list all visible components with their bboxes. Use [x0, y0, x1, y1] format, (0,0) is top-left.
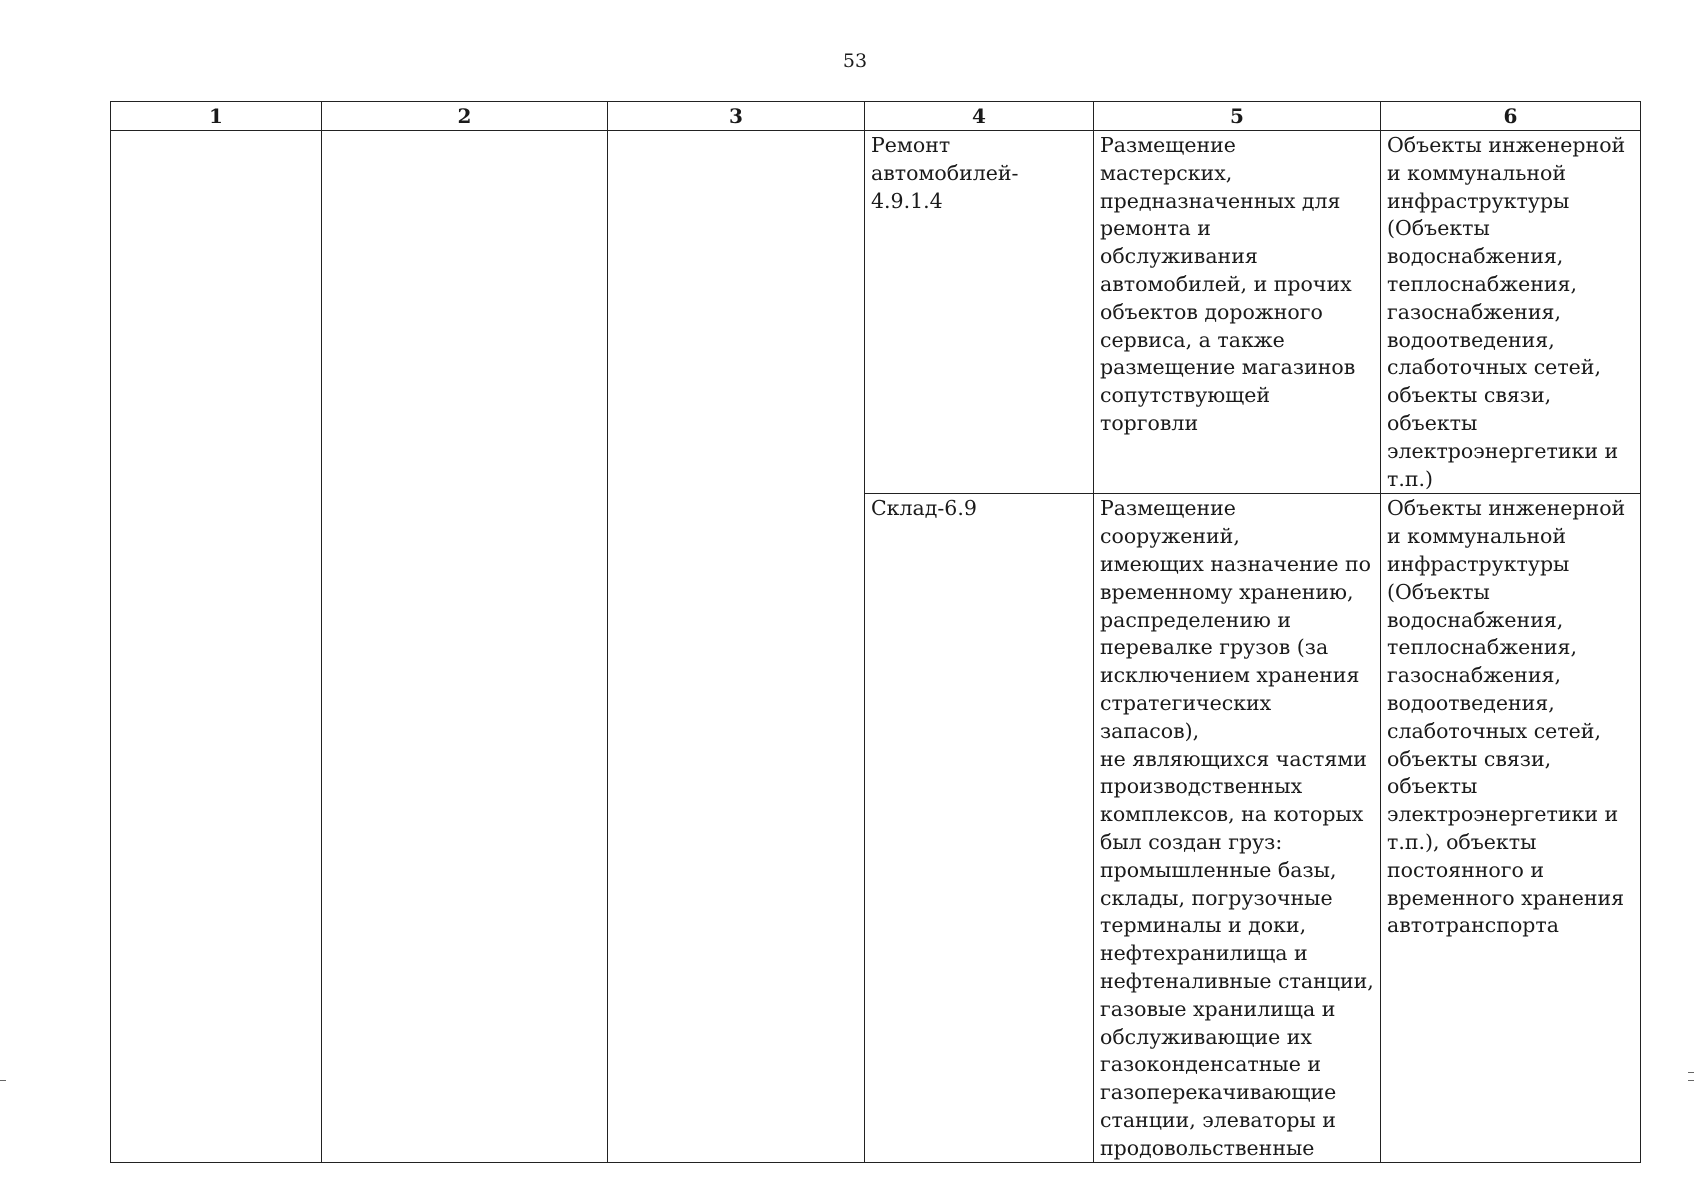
cell-use-description: [1094, 131, 1381, 494]
use-description-text: Размещение мастерских, предназначенных для ремонта и обслуживания автомобилей, и прочих объектов дорожного сервиса, а также размещение магазинов сопутствующей торговли: [1100, 133, 1356, 435]
cell-use-type: [865, 131, 1094, 494]
auxiliary-objects-text: Объекты инженерной и коммунальной инфраструктуры (Объекты водоснабжения, теплоснабжения, газоснабжения, водоотведения, слаботочных сетей, объекты связи, объекты электроэнергетики и т.п.): [1387, 133, 1626, 491]
use-type-text: Ремонт автомобилей- 4.9.1.4: [871, 133, 1019, 213]
scan-margin-mark: [1688, 1080, 1694, 1081]
use-type-text: Склад-6.9: [871, 496, 977, 521]
cell-col2: [322, 131, 608, 1163]
page-number: 53: [842, 50, 868, 72]
cell-col3: [608, 131, 865, 1163]
cell-use-description: [1094, 494, 1381, 1163]
column-header-1: 1: [111, 102, 322, 131]
auxiliary-objects-text: Объекты инженерной и коммунальной инфраструктуры (Объекты водоснабжения, теплоснабжения, газоснабжения, водоотведения, слаботочных сетей, объекты связи, объекты электроэнергетики и т.п.), объекты постоянного и временного хранения автотранспорта: [1387, 496, 1626, 938]
scan-margin-mark: [1688, 1072, 1694, 1073]
scan-margin-mark: [0, 1080, 6, 1081]
cell-auxiliary-objects: [1381, 131, 1641, 494]
cell-use-type: [865, 494, 1094, 1163]
table-row: [111, 131, 1641, 494]
column-header-5: 5: [1094, 102, 1381, 131]
cell-col1: [111, 131, 322, 1163]
use-description-text: Размещение сооружений, имеющих назначение по временному хранению, распределению и перевалке грузов (за исключением хранения стратегических запасов), не являющихся частями производственных комплексов, на которых был создан груз: промышленные базы, склады, погрузочные терминалы и доки, нефтехранилища и нефтеналивные станции, газовые хранилища и обслуживающие их газоконденсатные и газоперекачивающие станции, элеваторы и продовольственные: [1100, 496, 1374, 1160]
cell-auxiliary-objects: [1381, 494, 1641, 1163]
column-header-2: 2: [322, 102, 608, 131]
table-header-row: [111, 102, 1641, 131]
zoning-table: [110, 101, 1641, 1163]
column-header-4: 4: [865, 102, 1094, 131]
column-header-6: 6: [1381, 102, 1641, 131]
column-header-3: 3: [608, 102, 865, 131]
